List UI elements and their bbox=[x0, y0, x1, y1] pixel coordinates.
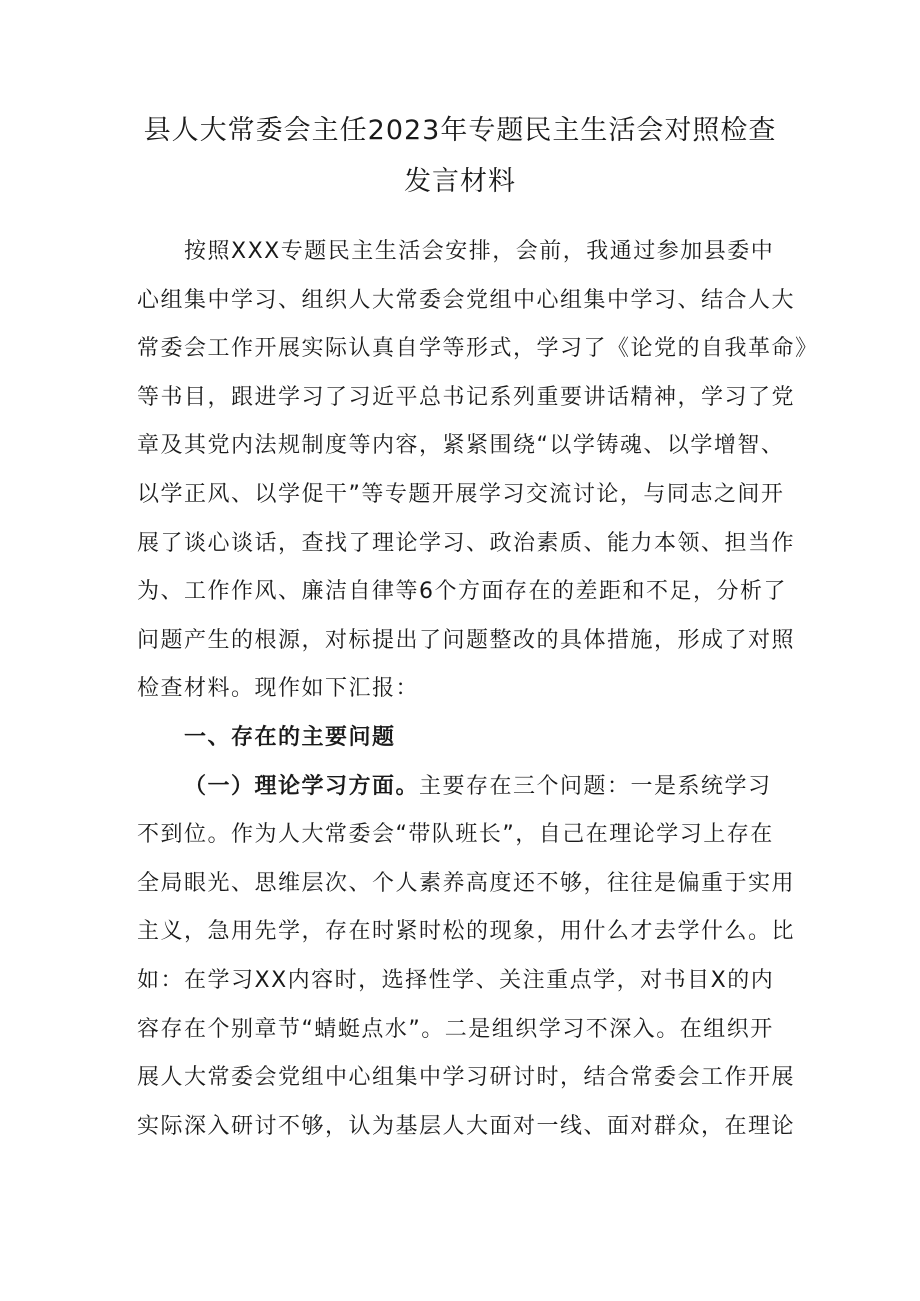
paragraph-line: 心组集中学习、组织人大常委会党组中心组集中学习、结合人大 bbox=[137, 287, 796, 313]
paragraph-line: 全局眼光、思维层次、个人素养高度还不够，往往是偏重于实用 bbox=[137, 870, 796, 896]
document-title-line-1: 县人大常委会主任2023年专题民主生活会对照检查 bbox=[143, 115, 777, 146]
document-title-line-2: 发言材料 bbox=[404, 166, 516, 197]
document-body bbox=[137, 228, 819, 1151]
paragraph-line: 主义，急用先学，存在时紧时松的现象，用什么才去学什么。比 bbox=[137, 919, 796, 945]
subsection-first-line-text: 主要存在三个问题：一是系统学习 bbox=[419, 773, 772, 799]
paragraph-line: 实际深入研讨不够，认为基层人大面对一线、面对群众，在理论 bbox=[137, 1113, 796, 1139]
paragraph-line: 等书目，跟进学习了习近平总书记系列重要讲话精神，学习了党 bbox=[137, 384, 796, 410]
paragraph-line: 容存在个别章节“蜻蜓点水”。二是组织学习不深入。在组织开 bbox=[137, 1016, 774, 1042]
paragraph-line: 展人大常委会党组中心组集中学习研讨时，结合常委会工作开展 bbox=[137, 1065, 796, 1091]
subsection-title: （一）理论学习方面。 bbox=[184, 773, 420, 799]
paragraph-line: 按照XXX专题民主生活会安排，会前，我通过参加县委中 bbox=[184, 239, 775, 264]
section-heading: 一、存在的主要问题 bbox=[184, 724, 396, 750]
paragraph-line: 为、工作作风、廉洁自律等6个方面存在的差距和不足，分析了 bbox=[137, 579, 787, 605]
subsection-first-line bbox=[137, 763, 797, 812]
paragraph-line: 章及其党内法规制度等内容，紧紧围绕“以学铸魂、以学增智、 bbox=[137, 433, 785, 459]
paragraph-line: 检查材料。现作如下汇报： bbox=[137, 676, 420, 702]
paragraph-line: 如：在学习XX内容时，选择性学、关注重点学，对书目X的内 bbox=[137, 967, 775, 993]
paragraph-line: 常委会工作开展实际认真自学等形式，学习了《论党的自我革命》 bbox=[137, 336, 819, 362]
paragraph-line: 不到位。作为人大常委会“带队班长”，自己在理论学习上存在 bbox=[137, 822, 774, 848]
paragraph-line: 以学正风、以学促干”等专题开展学习交流讨论，与同志之间开 bbox=[137, 481, 785, 507]
paragraph-line: 展了谈心谈话，查找了理论学习、政治素质、能力本领、担当作 bbox=[137, 530, 796, 556]
paragraph-line: 问题产生的根源，对标提出了问题整改的具体措施，形成了对照 bbox=[137, 627, 796, 653]
